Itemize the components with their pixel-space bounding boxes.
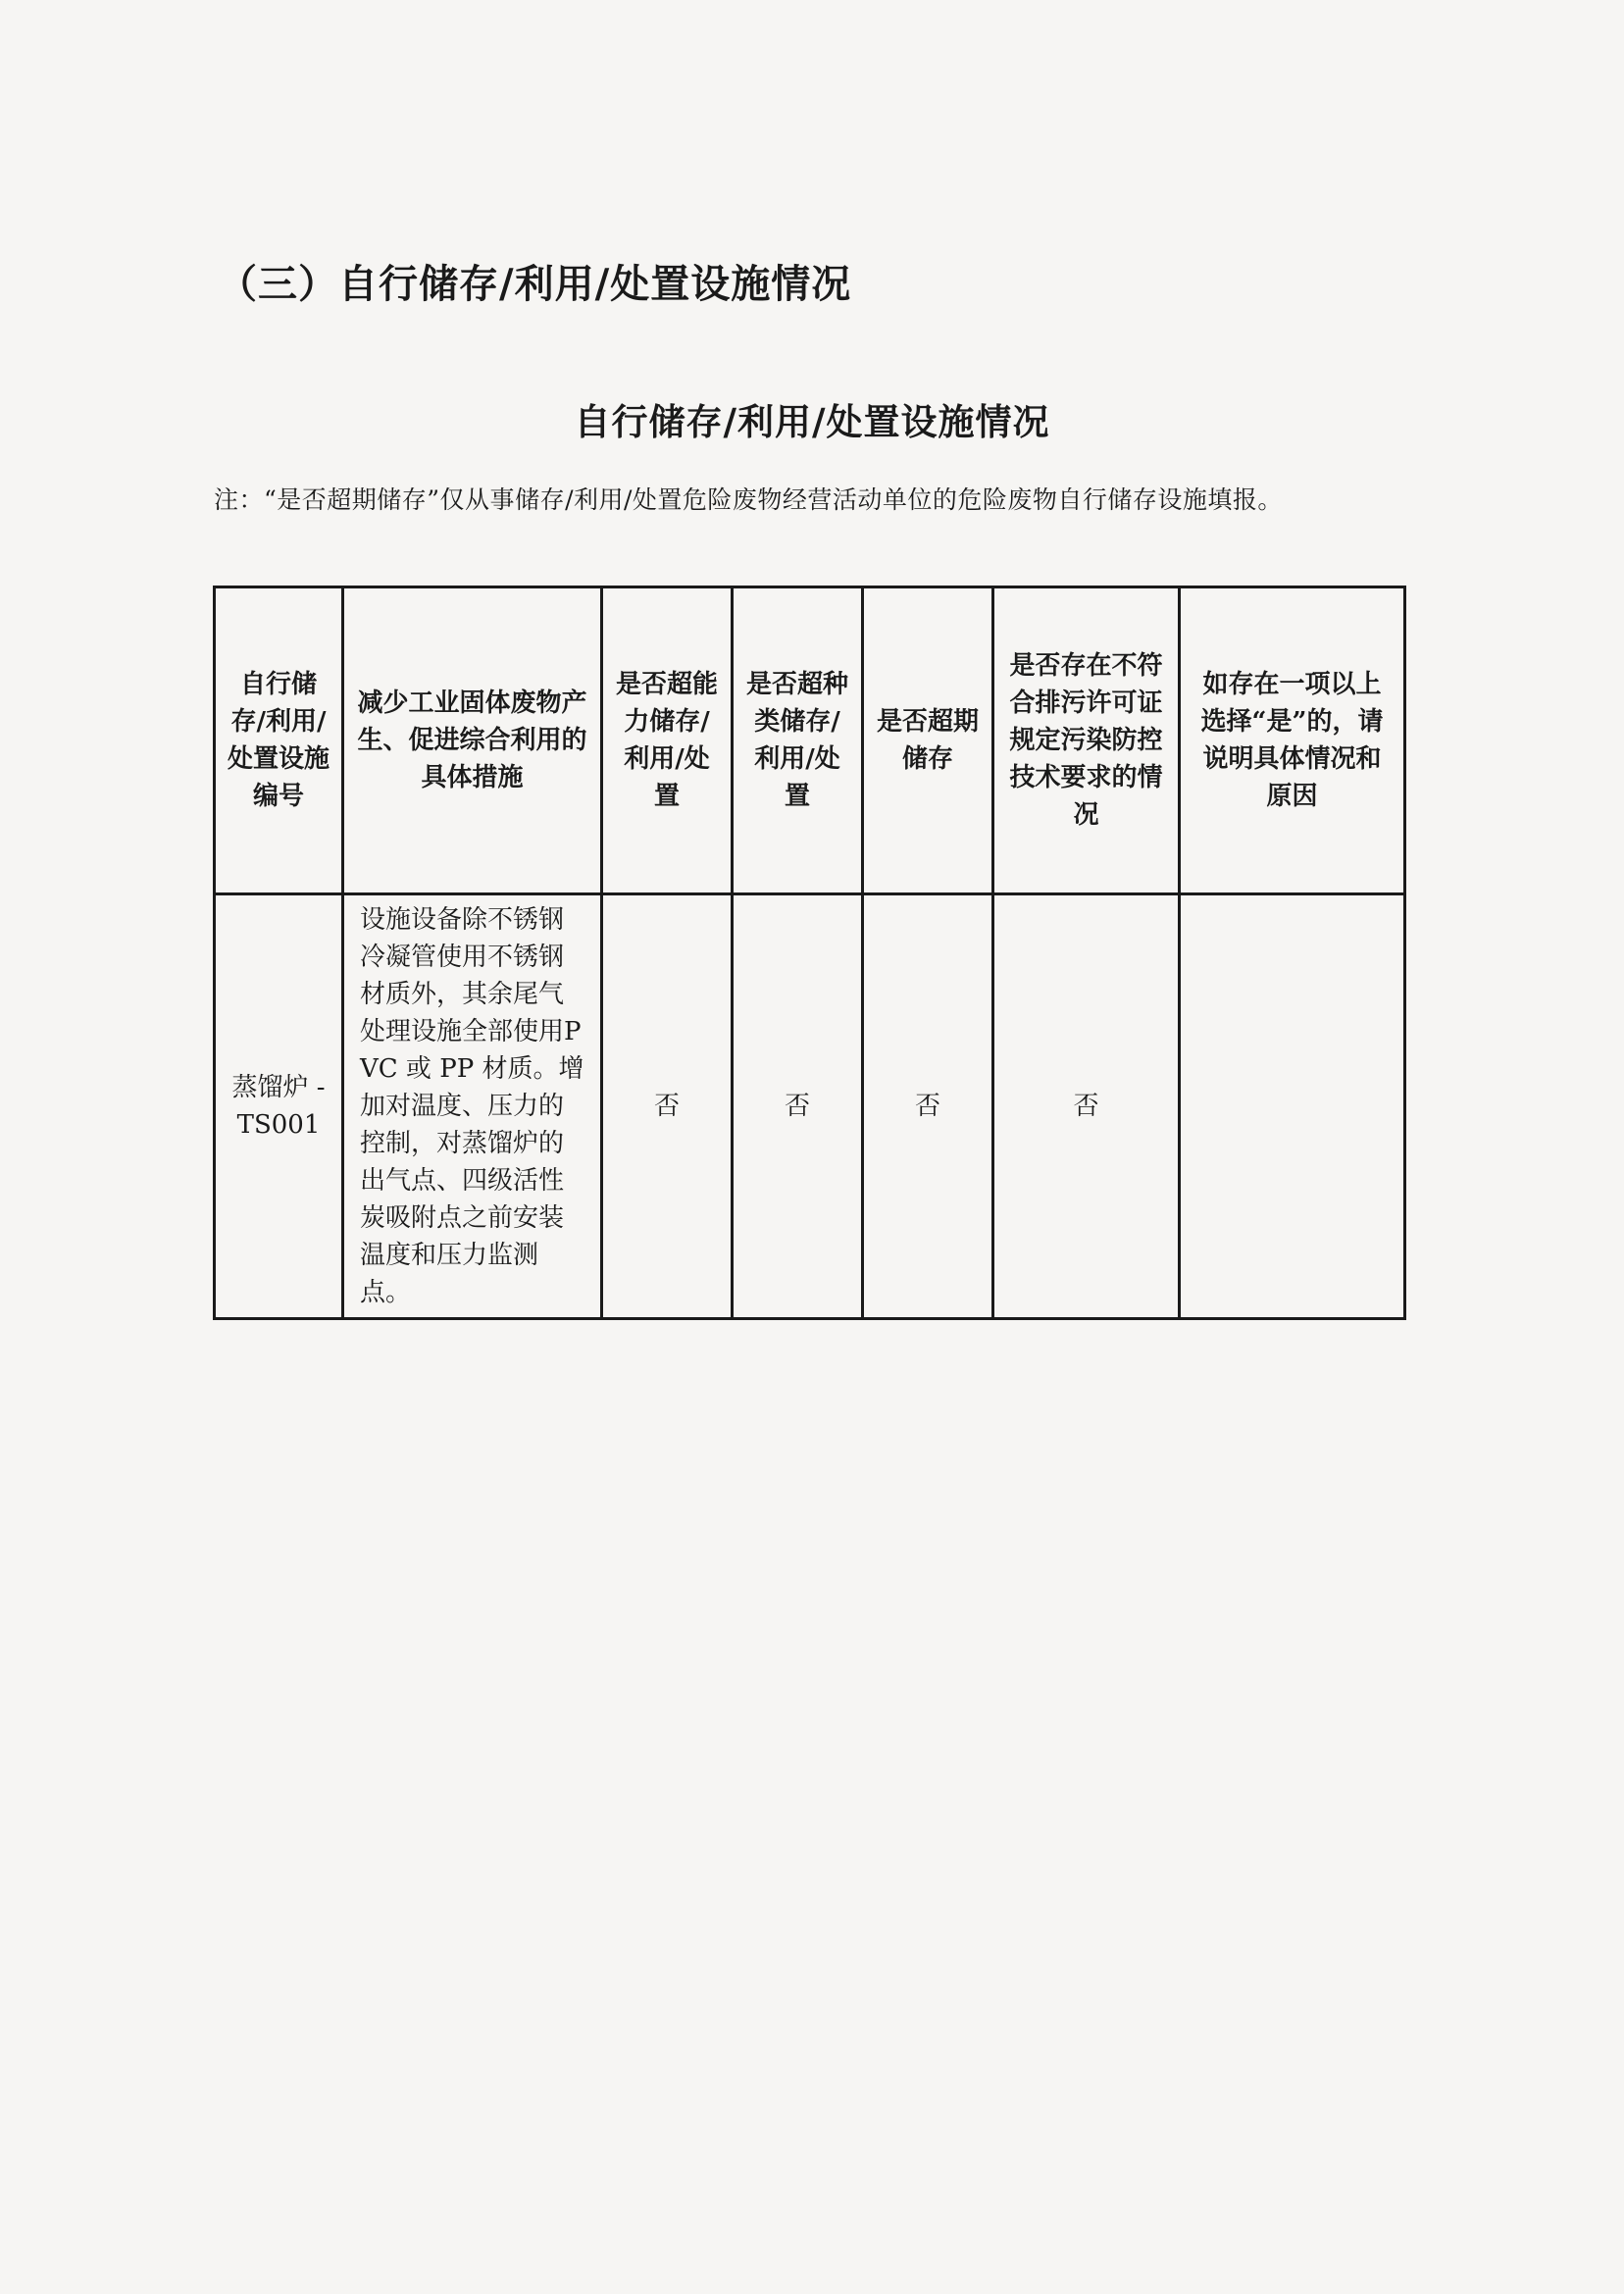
cell-over-period: 否 <box>863 894 993 1319</box>
header-over-period: 是否超期储存 <box>863 587 993 894</box>
table-title: 自行储存/利用/处置设施情况 <box>574 400 1050 443</box>
section-heading: （三）自行储存/利用/处置设施情况 <box>218 261 852 307</box>
cell-over-capacity: 否 <box>602 894 733 1319</box>
header-over-type: 是否超种类储存/利用/处置 <box>733 587 863 894</box>
facility-table <box>213 586 1406 1320</box>
header-non-compliance: 是否存在不符合排污许可证规定污染防控技术要求的情况 <box>993 587 1180 894</box>
header-over-capacity: 是否超能力储存/利用/处置 <box>602 587 733 894</box>
cell-facility-id: 蒸馏炉 -TS001 <box>215 894 343 1319</box>
cell-measures: 设施设备除不锈钢冷凝管使用不锈钢材质外，其余尾气处理设施全部使用PVC 或 PP 材质。增加对温度、压力的控制，对蒸馏炉的出气点、四级活性炭吸附点之前安装温度和压力监测点。 <box>343 894 602 1319</box>
table-row <box>215 894 1405 1319</box>
cell-over-type: 否 <box>733 894 863 1319</box>
cell-explanation <box>1180 894 1405 1319</box>
table-header-row <box>215 587 1405 894</box>
note-text: 注：“是否超期储存”仅从事储存/利用/处置危险废物经营活动单位的危险废物自行储存设施填报。 <box>214 485 1283 514</box>
header-explanation: 如存在一项以上选择“是”的，请说明具体情况和原因 <box>1180 587 1405 894</box>
header-facility-id: 自行储存/利用/处置设施编号 <box>215 587 343 894</box>
cell-non-compliance: 否 <box>993 894 1180 1319</box>
header-measures: 减少工业固体废物产生、促进综合利用的具体措施 <box>343 587 602 894</box>
